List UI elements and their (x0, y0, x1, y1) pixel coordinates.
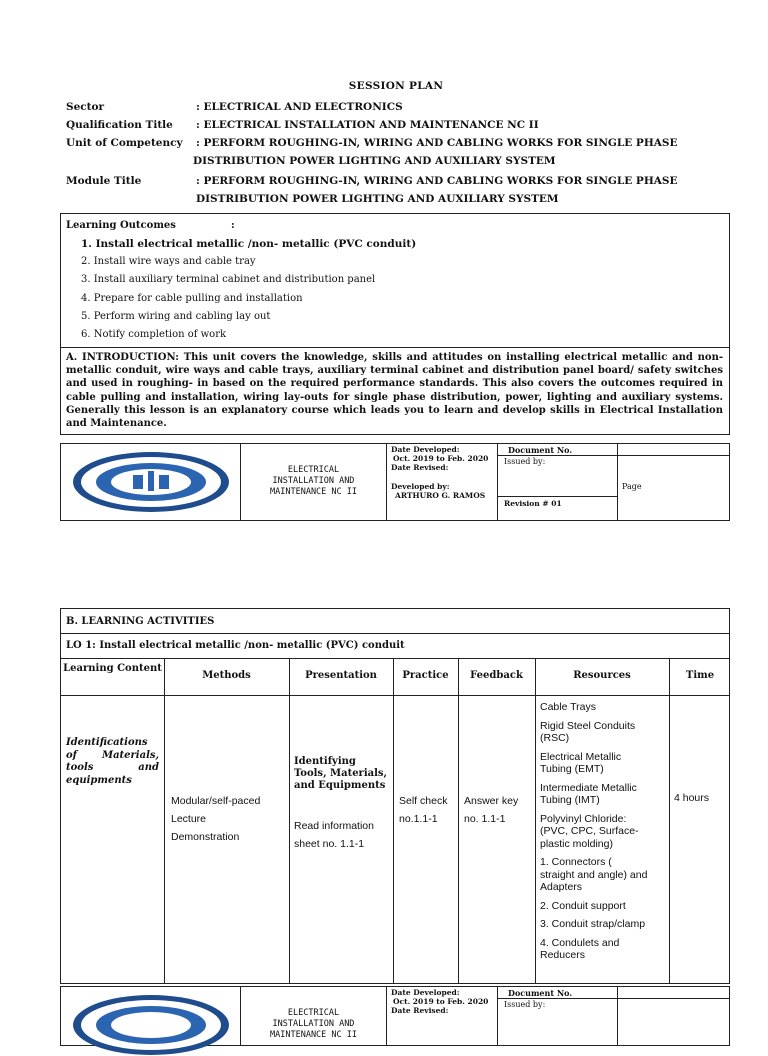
learning-outcomes-box (60, 213, 730, 435)
header-value-cont: DISTRIBUTION POWER LIGHTING AND AUXILIARY SYSTEM (193, 155, 556, 167)
learning-activities-table (60, 608, 730, 984)
date-cell (387, 444, 498, 520)
page-title: SESSION PLAN (348, 80, 444, 92)
list-item: 4. Condulets and Reducers (540, 936, 620, 961)
column-header-time: Time (685, 670, 715, 681)
issued-by-label: Issued by: (504, 457, 546, 466)
column-header-feedback: Feedback (470, 670, 523, 681)
list-item: 6. Notify completion of work (81, 328, 227, 340)
introduction-paragraph: A. INTRODUCTION: This unit covers the knowledge, skills and attitudes on installing electrical metallic and non-metallic conduit, wire ways and cable trays, auxiliary terminal cabinet and distribution panel board/ safety switches and used in roughing- in based on the required performance standards. This also covers the outcomes required in cable pulling and installation, wiring lay-outs for single phase distribution, power, lighting and auxiliary systems. Generally this lesson is an explanatory course which leads you to learn and develop skills in Electrical Installation and Maintenance. (66, 352, 723, 430)
feedback-text: Answer key no. 1.1-1 (464, 795, 519, 825)
list-item: 3. Conduit strap/clamp (540, 918, 646, 930)
date-revised-label: Date Revised: (391, 1006, 449, 1015)
method-item: Modular/self-paced (171, 795, 261, 807)
org-title: ELECTRICAL INSTALLATION AND MAINTENANCE NC II (270, 465, 357, 497)
learning-outcomes-colon: : (231, 220, 235, 231)
header-value: : ELECTRICAL AND ELECTRONICS (196, 101, 403, 113)
list-item: 2. Install wire ways and cable tray (81, 256, 256, 268)
document-footer-2 (60, 986, 730, 1046)
header-key: Module Title (66, 175, 142, 187)
header-row-sector (66, 98, 726, 116)
method-item: Lecture (171, 813, 207, 825)
issue-cell (498, 444, 618, 520)
issued-by-label: Issued by: (504, 1000, 546, 1009)
header-value: : PERFORM ROUGHING-IN, WIRING AND CABLING WORKS FOR SINGLE PHASE (196, 175, 678, 187)
org-title: ELECTRICAL INSTALLATION AND MAINTENANCE NC II (270, 1008, 357, 1040)
presentation-info: Read information sheet no. 1.1-1 (294, 820, 374, 850)
column-header-learning-content: Learning Content (63, 663, 162, 674)
header-key: Qualification Title (66, 119, 173, 131)
tesda-logo-icon (71, 451, 231, 513)
header-row-qualification (66, 116, 726, 134)
document-footer (60, 443, 730, 521)
list-item: 4. Prepare for cable pulling and installation (81, 292, 303, 304)
header-value: : PERFORM ROUGHING-IN, WIRING AND CABLING WORKS FOR SINGLE PHASE (196, 137, 678, 149)
list-item: Cable Trays (540, 701, 597, 713)
list-item: Polyvinyl Chloride: (PVC, CPC, Surface-plastic molding) (540, 812, 639, 850)
document-no-label: Document No. (508, 988, 573, 998)
learning-outcomes-list (81, 235, 416, 344)
header-value: : ELECTRICAL INSTALLATION AND MAINTENANCE NC II (196, 119, 539, 131)
date-developed: Oct. 2019 to Feb. 2020 (393, 997, 489, 1006)
logo-cell (61, 987, 241, 1045)
page-cell (618, 444, 729, 520)
page-label: Page (622, 482, 642, 491)
issue-cell (498, 987, 618, 1045)
header-value-cont: DISTRIBUTION POWER LIGHTING AND AUXILIARY SYSTEM (196, 193, 559, 205)
list-item: Electrical Metallic Tubing (EMT) (540, 750, 622, 775)
date-revised-label: Date Revised: (391, 463, 449, 472)
document-no-label: Document No. (508, 445, 573, 455)
learning-content: Identifications of Materials, tools and equipments (66, 737, 159, 786)
org-title-cell (241, 987, 387, 1045)
method-item: Demonstration (171, 831, 240, 843)
developed-by-label: Developed by: (391, 482, 450, 491)
list-item: 2. Conduit support (540, 899, 626, 912)
divider (61, 347, 729, 348)
header-row-unit (66, 134, 726, 152)
learning-outcomes-heading: Learning Outcomes (66, 220, 176, 231)
header-row-module-cont (66, 190, 726, 208)
presentation-title: Identifying Tools, Materials, and Equipments (294, 756, 388, 791)
org-title-cell (241, 444, 387, 520)
list-item: 3. Install auxiliary terminal cabinet and distribution panel (81, 274, 376, 286)
header-key: Sector (66, 101, 105, 113)
date-developed-label: Date Developed: (391, 445, 460, 454)
header-key: Unit of Competency (66, 137, 183, 149)
list-item: Rigid Steel Conduits (RSC) (540, 719, 636, 744)
column-header-practice: Practice (402, 670, 449, 681)
tesda-logo-icon (71, 994, 231, 1056)
column-header-methods: Methods (202, 670, 251, 681)
list-item: 5. Perform wiring and cabling lay out (81, 310, 271, 322)
list-item: 1. Install electrical metallic /non- metallic (PVC conduit) (81, 238, 417, 250)
logo-cell (61, 444, 241, 520)
practice-text: Self check no.1.1-1 (399, 795, 448, 825)
header-row-module (66, 172, 726, 190)
page-cell (618, 987, 729, 1045)
methods-list (171, 792, 260, 846)
lo-title: LO 1: Install electrical metallic /non- metallic (PVC) conduit (66, 640, 405, 651)
section-title: B. LEARNING ACTIVITIES (66, 616, 215, 627)
list-item: 1. Connectors ( straight and angle) and Adapters (540, 856, 648, 893)
date-developed: Oct. 2019 to Feb. 2020 (393, 454, 489, 463)
session-plan-header (66, 80, 726, 208)
date-developed-label: Date Developed: (391, 988, 460, 997)
time-text: 4 hours (674, 792, 710, 804)
date-cell (387, 987, 498, 1045)
developed-by: ARTHURO G. RAMOS (395, 491, 486, 500)
revision-number: Revision # 01 (504, 499, 562, 508)
column-header-presentation: Presentation (305, 670, 377, 681)
list-item: Intermediate Metallic Tubing (IMT) (540, 781, 637, 806)
header-row-unit-cont (66, 152, 726, 170)
column-header-resources: Resources (573, 670, 631, 681)
resources-list (540, 701, 648, 968)
